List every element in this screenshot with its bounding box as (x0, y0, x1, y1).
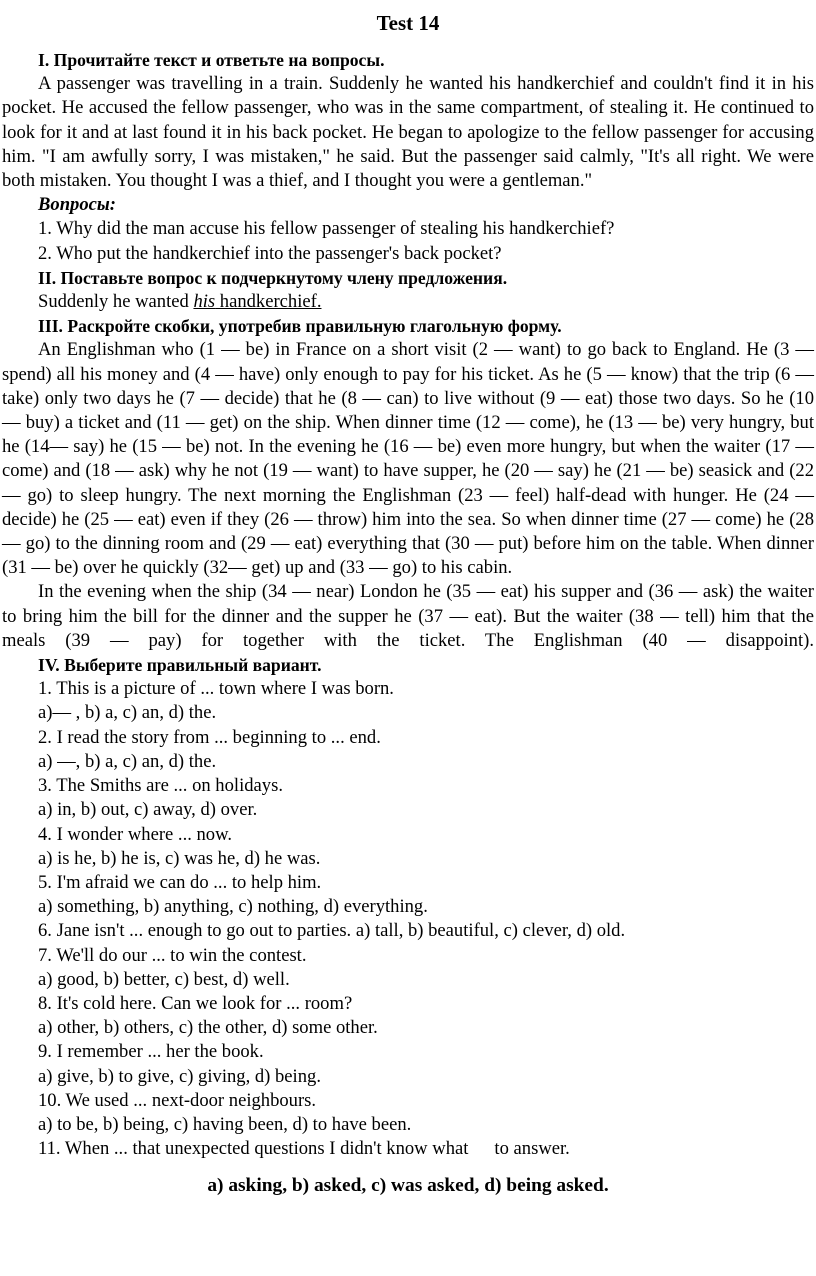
document-title: Test 14 (376, 11, 440, 35)
question-1: 1. Why did the man accuse his fellow passenger of stealing his handkerchief? (38, 218, 615, 240)
section-2-sentence (2, 290, 814, 314)
choice-line: a) something, b) anything, c) nothing, d) everything. (38, 896, 428, 918)
choice-line: 1. This is a picture of ... town where I was born. (38, 678, 394, 700)
question-11-end: to answer. (494, 1138, 570, 1160)
question-11 (2, 1137, 814, 1161)
question-11-start: 11. When ... that unexpected questions I didn't know what (38, 1138, 469, 1160)
section-2-heading: II. Поставьте вопрос к подчеркнутому члену предложения. (38, 267, 508, 288)
questions-label: Вопросы: (38, 194, 116, 216)
section-1-heading: I. Прочитайте текст и ответьте на вопросы. (38, 50, 385, 70)
choice-line: 6. Jane isn't ... enough to go out to parties. a) tall, b) beautiful, c) clever, d) old. (38, 920, 626, 942)
section-3-paragraph-2: In the evening when the ship (34 — near) London he (35 — eat) his supper and (36 — ask) the waiter to bring him the bill for the dinner and the supper he (37 — eat). But the waiter (38 — tell) him that the meals (39 — pay) for together with the ticket. The Englishman (40 — disappoint). (2, 581, 814, 651)
sentence-start: Suddenly he wanted (38, 291, 194, 313)
underlined-his: his (193, 291, 216, 313)
section-3-paragraph-1: An Englishman who (1 — be) in France on a short visit (2 — want) to go back to England. He (3 — spend) all his money and (4 — have) only enough to pay for his ticket. As he (5 — know) that the trip (6 — take) only two days he (7 — decide) that he (8 — can) to live without (9 — eat) those two days. So he (10 — buy) a ticket and (11 — get) on the ship. When dinner time (12 — come), he (13 — be) very hungry, but he (14— say) he (15 — be) not. In the evening he (16 — be) even more hungry, but when the waiter (17 — come) and (18 — ask) why he not (19 — want) to have supper, he (20 — say) he (21 — be) seasick and (22 — go) to sleep hungry. The next morning the Englishman (23 — feel) half-dead with hunger. He (24 — decide) he (25 — eat) even if they (26 — throw) him into the sea. So when dinner time (27 — come) he (28 — go) to the dinning room and (29 — eat) everything that (30 — put) before him on the table. When dinner (31 — be) over he quickly (32— get) up and (33 — go) to his cabin. (2, 339, 814, 579)
choice-line: 3. The Smiths are ... on holidays. (38, 775, 283, 797)
choice-line: a) good, b) better, c) best, d) well. (38, 968, 290, 990)
choice-line: 8. It's cold here. Can we look for ... room? (38, 992, 353, 1014)
underlined-handkerchief: handkerchief. (215, 291, 322, 313)
choice-line: a) give, b) to give, c) giving, d) being. (38, 1065, 321, 1087)
reading-text: A passenger was travelling in a train. Suddenly he wanted his handkerchief and couldn't find it in his pocket. He accused the fellow passenger, who was in the same compartment, of stealing it. He continued to look for it and at last found it in his back pocket. He began to apologize to the fellow passenger for accusing him. "I am awfully sorry, I was mistaken," he said. But the passenger said calmly, "It's all right. We were both mistaken. You thought I was a thief, and I thought you were a gentleman." (2, 73, 814, 192)
choice-line: 10. We used ... next-door neighbours. (38, 1089, 317, 1111)
choice-line: 7. We'll do our ... to win the contest. (38, 944, 307, 966)
choice-line: a) to be, b) being, c) having been, d) to have been. (38, 1113, 412, 1135)
choice-line: a) other, b) others, c) the other, d) some other. (38, 1017, 378, 1039)
choice-line: 9. I remember ... her the book. (38, 1041, 264, 1063)
question-11-options: a) asking, b) asked, c) was asked, d) being asked. (207, 1175, 609, 1197)
choice-line: 4. I wonder where ... now. (38, 823, 232, 845)
choice-line: a) is he, b) he is, c) was he, d) he was. (38, 847, 321, 869)
choice-line: 5. I'm afraid we can do ... to help him. (38, 871, 322, 893)
choice-line: a) —, b) a, c) an, d) the. (38, 750, 217, 772)
section-3-heading: III. Раскройте скобки, употребив правильную глагольную форму. (38, 316, 562, 337)
question-2: 2. Who put the handkerchief into the passenger's back pocket? (38, 242, 502, 264)
choice-line: a)— , b) a, c) an, d) the. (38, 702, 217, 724)
choice-line: 2. I read the story from ... beginning to ... end. (38, 726, 381, 748)
section-4-heading: IV. Выберите правильный вариант. (38, 655, 322, 676)
choice-line: a) in, b) out, c) away, d) over. (38, 799, 258, 821)
